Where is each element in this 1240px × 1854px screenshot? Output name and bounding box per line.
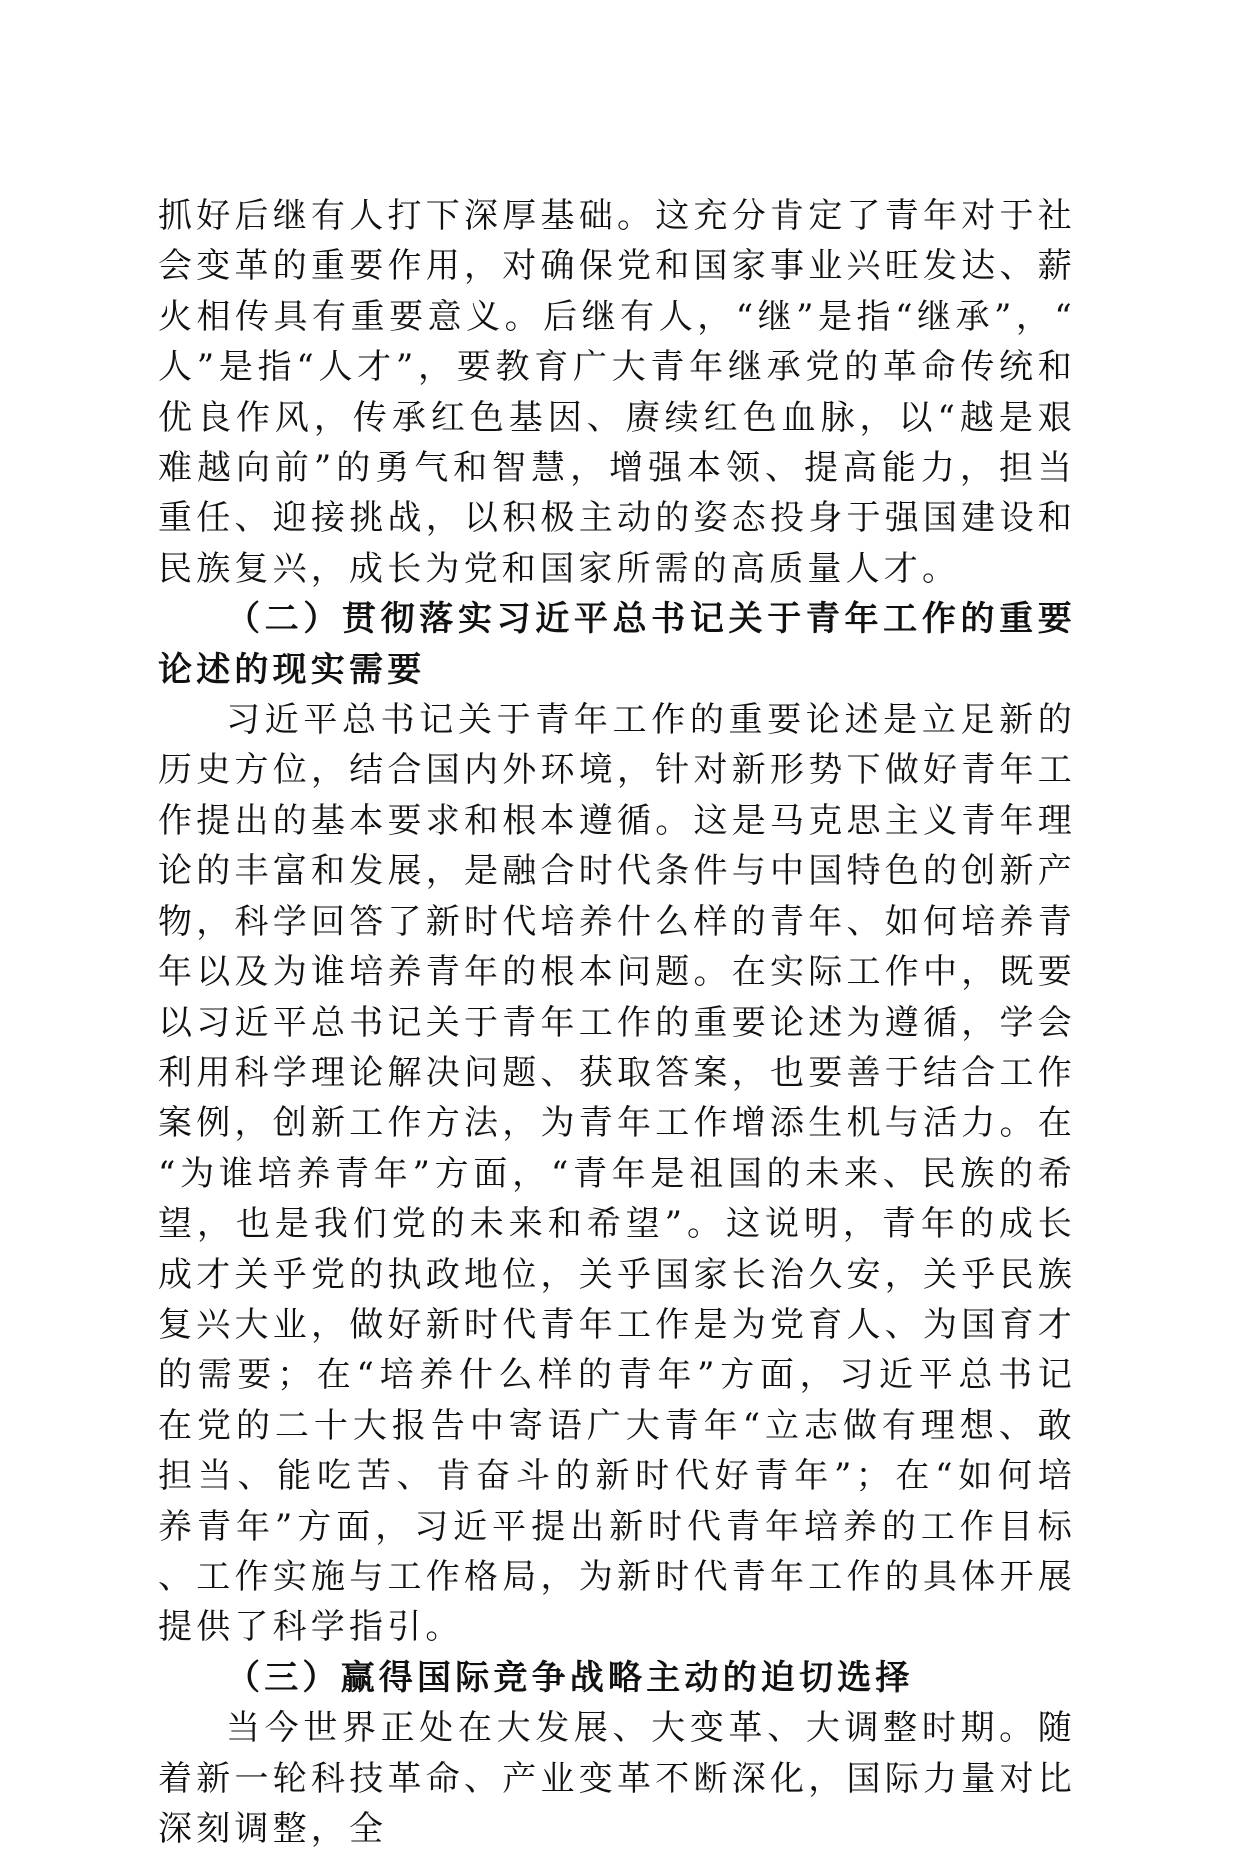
section-heading-3: （三）赢得国际竞争战略主动的迫切选择 — [226, 1657, 914, 1698]
document-body — [158, 191, 1076, 1854]
paragraph-international-competition: 当今世界正处在大发展、大变革、大调整时期。随着新一轮科技革命、产业变革不断深化，国际力量对比深刻调整，全 — [158, 1708, 1076, 1849]
paragraph-continuation: 抓好后继有人打下深厚基础。这充分肯定了青年对于社会变革的重要作用，对确保党和国家事业兴旺发达、薪火相传具有重要意义。后继有人，“继”是指“继承”，“人”是指“人才”，要教育广大青年继承党的革命传统和优良作风，传承红色基因、赓续红色血脉，以“越是艰难越向前”的勇气和智慧，增强本领、提高能力，担当重任、迎接挑战，以积极主动的姿态投身于强国建设和民族复兴，成长为党和国家所需的高质量人才。 — [158, 196, 1076, 589]
section-heading-2: （二）贯彻落实习近平总书记关于青年工作的重要论述的现实需要 — [158, 599, 1076, 690]
paragraph-youth-work-discourse: 习近平总书记关于青年工作的重要论述是立足新的历史方位，结合国内外环境，针对新形势下做好青年工作提出的基本要求和根本遵循。这是马克思主义青年理论的丰富和发展，是融合时代条件与中国特色的创新产物，科学回答了新时代培养什么样的青年、如何培养青年以及为谁培养青年的根本问题。在实际工作中，既要以习近平总书记关于青年工作的重要论述为遵循，学会利用科学理论解决问题、获取答案，也要善于结合工作案例，创新工作方法，为青年工作增添生机与活力。在“为谁培养青年”方面，“青年是祖国的未来、民族的希望，也是我们党的未来和希望”。这说明，青年的成长成才关乎党的执政地位，关乎国家长治久安，关乎民族复兴大业，做好新时代青年工作是为党育人、为国育才的需要；在“培养什么样的青年”方面，习近平总书记在党的二十大报告中寄语广大青年“立志做有理想、敢担当、能吃苦、肯奋斗的新时代好青年”；在“如何培养青年”方面，习近平提出新时代青年培养的工作目标、工作实施与工作格局，为新时代青年工作的具体开展提供了科学指引。 — [158, 700, 1076, 1648]
